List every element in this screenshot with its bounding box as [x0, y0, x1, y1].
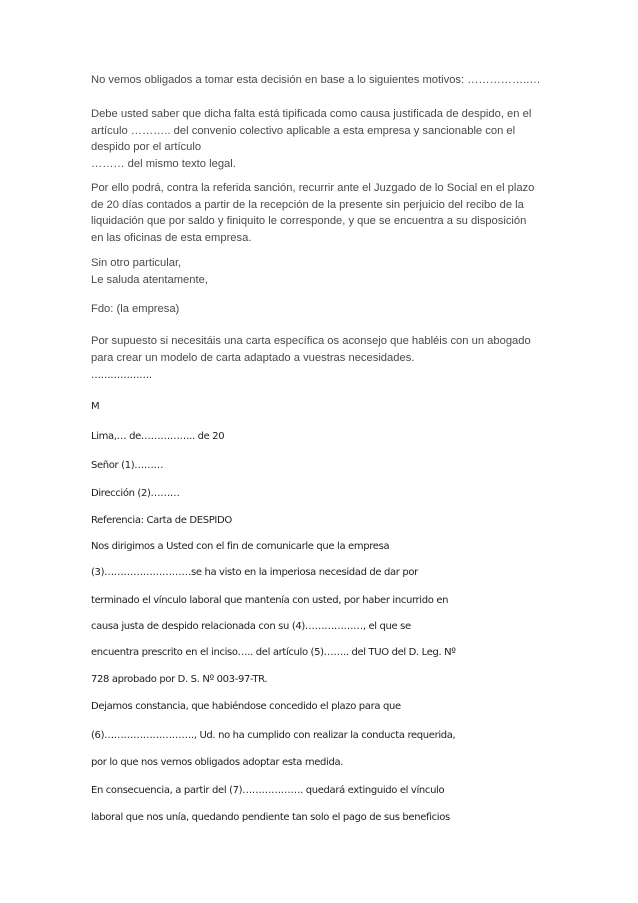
text-line: Debe usted saber que dicha falta está tipificada como causa justificada de despido, en el [91, 108, 532, 120]
text-line: liquidación que por saldo y finiquito le corresponde, y que se encuentra a su disposición [91, 215, 527, 228]
text-line: Por ello podrá, contra la referida sanción, recurrir ante el Juzgado de lo Social en el plazo [91, 182, 535, 194]
text-line: para crear un modelo de carta adaptado a vuestras necesidades. [91, 351, 415, 364]
letter-line: Nos dirigimos a Usted con el fin de comunicarle que la empresa [91, 541, 390, 552]
letter-line: causa justa de despido relacionada con su (4)………………, el que se [91, 621, 411, 632]
text-line: Por supuesto si necesitáis una carta específica os aconsejo que habléis con un abogado [91, 335, 531, 347]
text-line: artículo ……….. del convenio colectivo aplicable a esta empresa y sancionable con el [91, 124, 516, 137]
text-line: Le saluda atentamente, [91, 273, 208, 286]
letter-recipient: Señor (1)……… [91, 460, 164, 471]
paragraph-motivos [91, 72, 551, 89]
paragraph-consejo [91, 333, 551, 366]
letter-line: (6)………………………., Ud. no ha cumplido con realizar la conducta requerida, [91, 730, 456, 741]
text-line: No vemos obligados a tomar esta decisión en base a lo siguientes motivos: ……………..… [91, 74, 541, 86]
separator-dots: ………………. [91, 370, 152, 381]
text-line: Sin otro particular, [91, 257, 182, 269]
paragraph-recurso [91, 180, 551, 246]
letter-line: 728 aprobado por D. S. Nº 003-97-TR. [91, 674, 268, 685]
letter-line: encuentra prescrito en el inciso….. del artículo (5)…….. del TUO del D. Leg. Nº [91, 647, 456, 658]
text-line: ……… del mismo texto legal. [91, 157, 236, 170]
text-line: Fdo: (la empresa) [91, 303, 180, 315]
letter-line: En consecuencia, a partir del (7)………………. quedará extinguido el vínculo [91, 785, 445, 796]
letter-address: Dirección (2)……… [91, 488, 180, 499]
letter-line: laboral que nos unía, quedando pendiente tan solo el pago de sus beneficios [91, 812, 450, 823]
letter-mark: M [91, 401, 100, 412]
letter-date: Lima,… de…………….. de 20 [91, 431, 225, 442]
paragraph-firma [91, 301, 551, 318]
letter-reference: Referencia: Carta de DESPIDO [91, 515, 232, 526]
text-line: de 20 días contados a partir de la recepción de la presente sin perjuicio del recibo de la [91, 198, 524, 211]
paragraph-tipificada [91, 106, 551, 172]
letter-line: por lo que nos vemos obligados adoptar esta medida. [91, 757, 344, 768]
letter-line: Dejamos constancia, que habiéndose concedido el plazo para que [91, 701, 401, 712]
paragraph-saludo [91, 255, 551, 288]
text-line: en las oficinas de esta empresa. [91, 231, 252, 244]
letter-line: terminado el vínculo laboral que mantenía con usted, por haber incurrido en [91, 595, 449, 606]
letter-line: (3)………………………se ha visto en la imperiosa necesidad de dar por [91, 567, 418, 578]
text-line: despido por el artículo [91, 141, 202, 154]
